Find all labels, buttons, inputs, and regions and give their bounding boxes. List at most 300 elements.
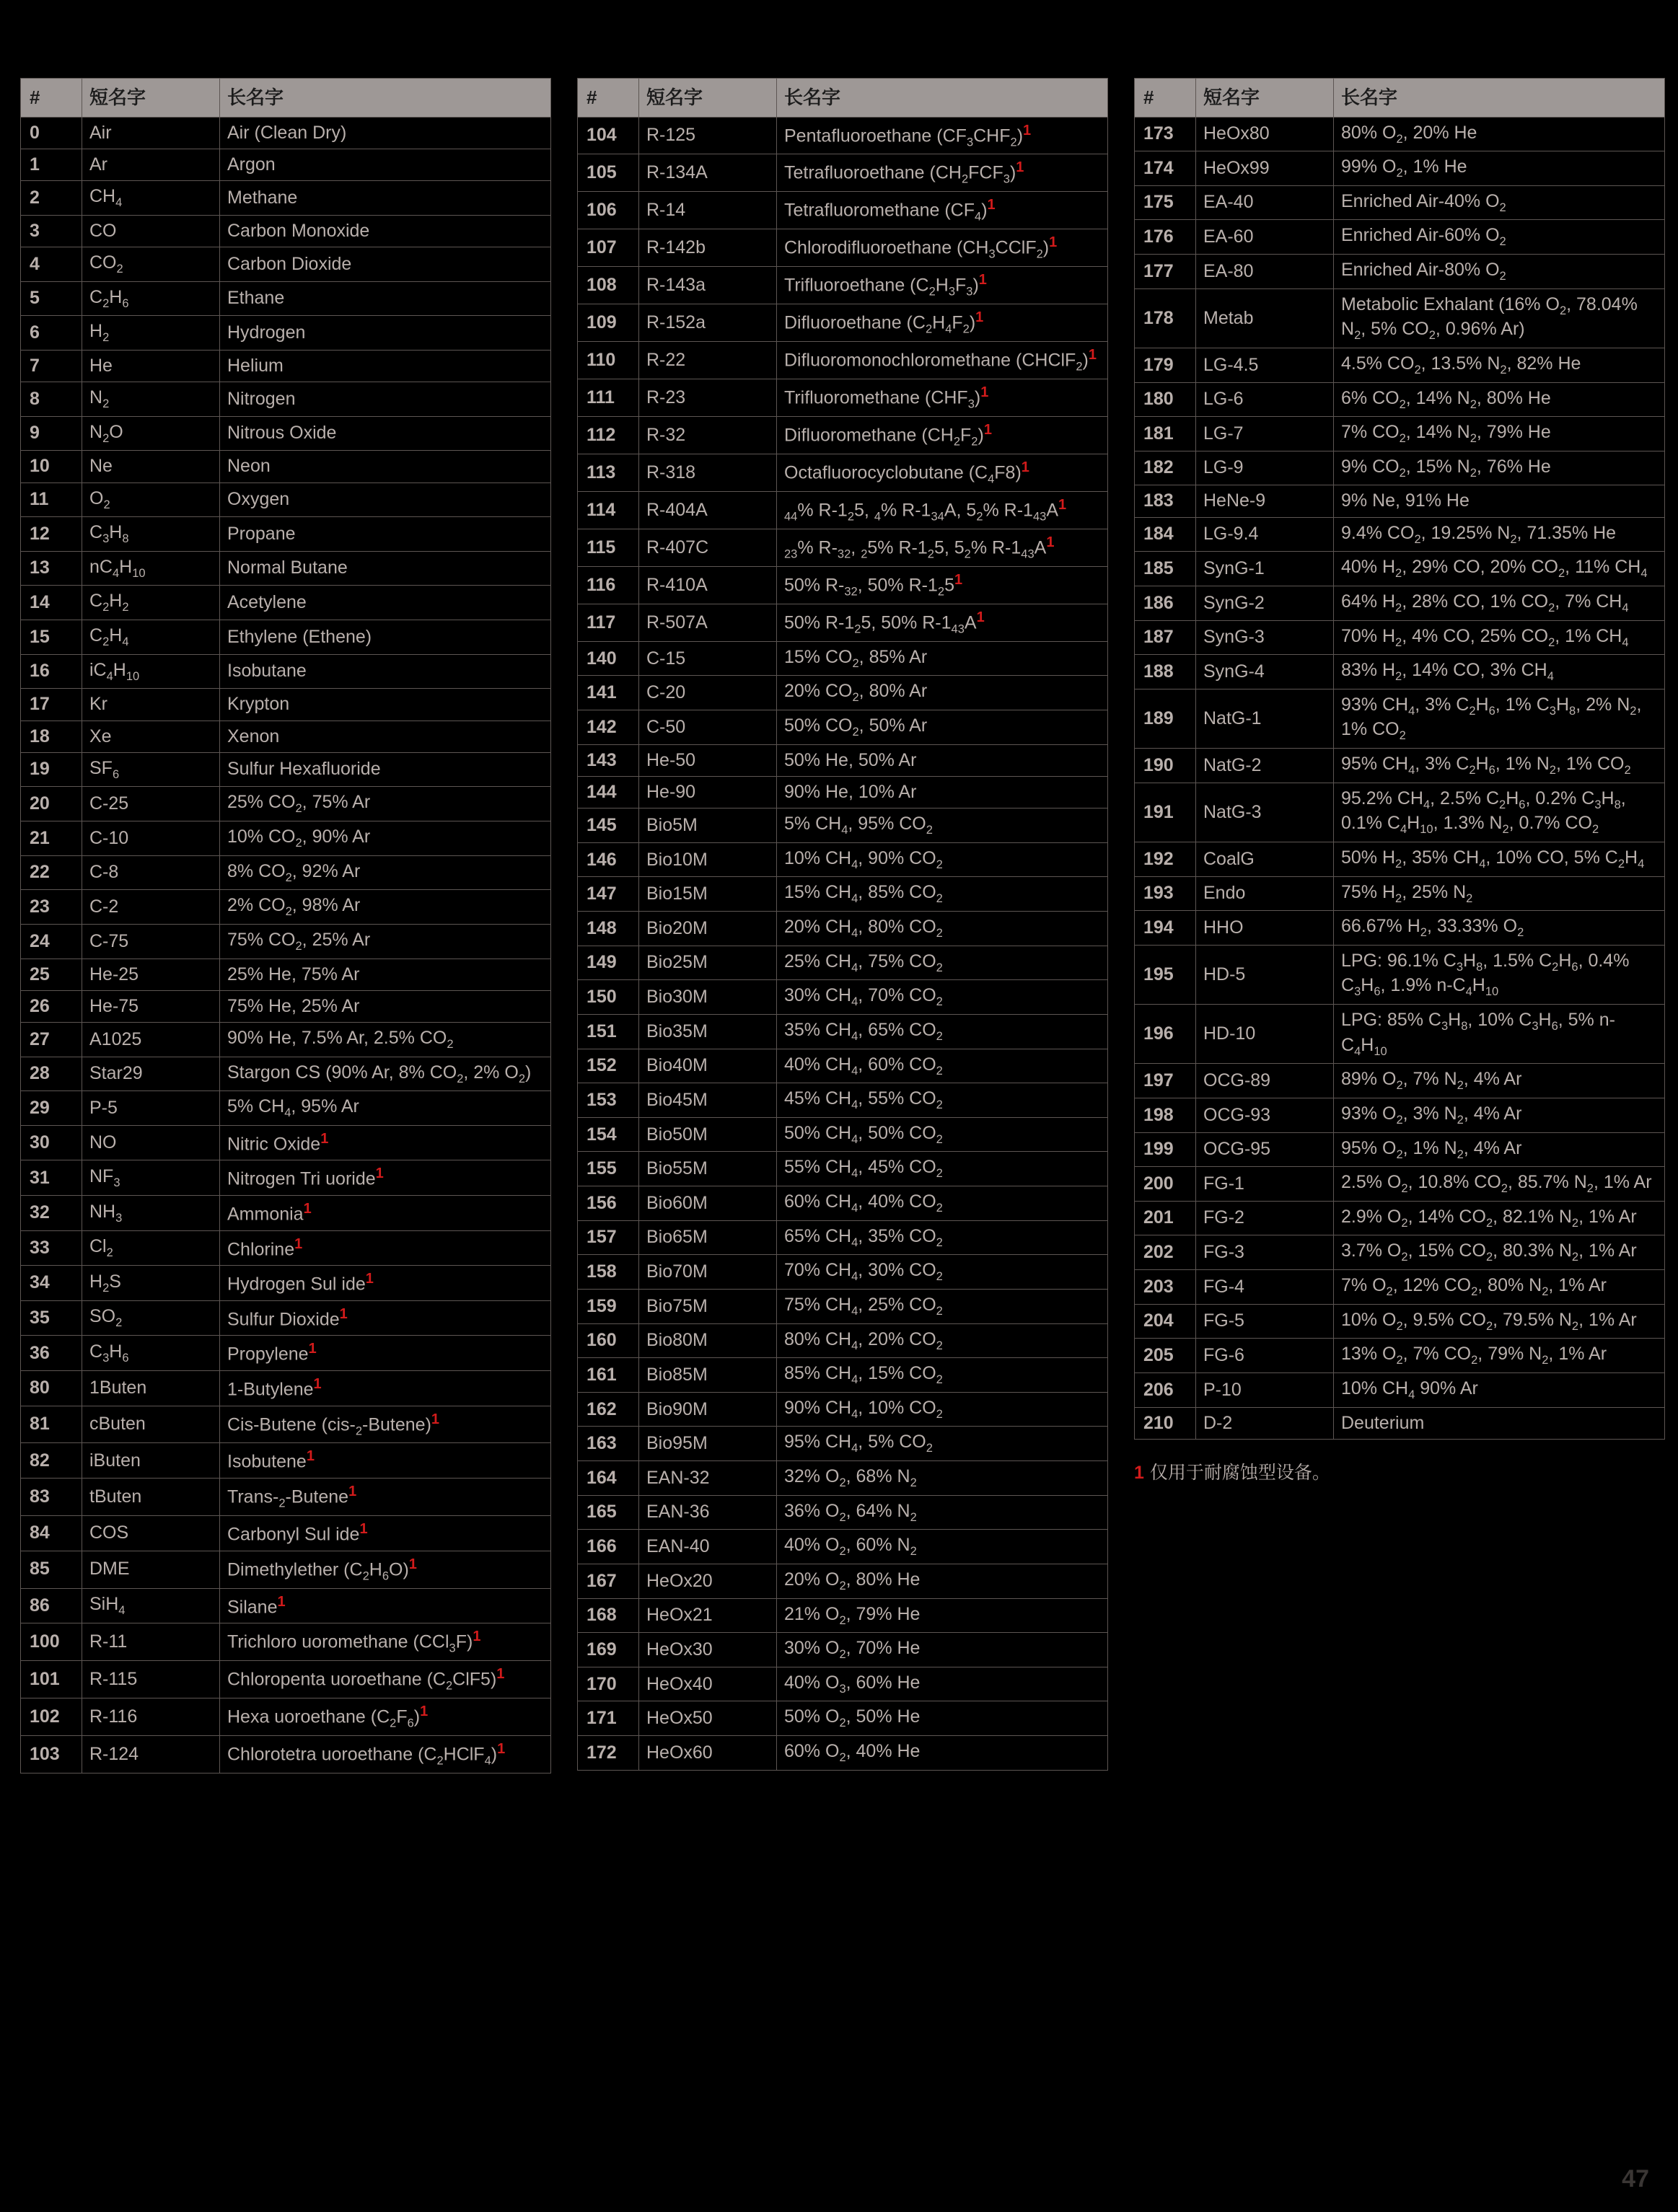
cell-number: 200 <box>1135 1167 1196 1202</box>
table-header-3 <box>1135 79 1665 118</box>
cell-number: 28 <box>21 1057 82 1091</box>
cell-long-name: 15% $CH_4$, 85% $CO_2$ <box>777 877 1108 912</box>
cell-long-name: Ethylene (Ethene) <box>220 620 551 655</box>
cell-long-name: Enriched Air-60% $O_2$ <box>1334 220 1665 255</box>
cell-long-name: Carbon Dioxide <box>220 247 551 281</box>
cell-long-name: Carbonyl Sul ide$^1$ <box>220 1515 551 1551</box>
cell-short-name: R-134A <box>639 154 777 192</box>
cell-short-name: EA-80 <box>1196 255 1334 289</box>
cell-number: 103 <box>21 1735 82 1773</box>
cell-short-name: Ar <box>82 149 220 180</box>
page-number: 47 <box>1622 2165 1649 2193</box>
cell-long-name: $_{23}$% $R-_{32}$, $_2$5% $R-1_25$, $5_2\%$ $R-1_{43}A^1$ <box>777 529 1108 566</box>
cell-short-name: He <box>82 350 220 382</box>
cell-number: 199 <box>1135 1132 1196 1167</box>
table-row <box>21 689 551 721</box>
cell-short-name: C-8 <box>82 855 220 890</box>
cell-short-name: $H_2S$ <box>82 1266 220 1301</box>
table-row <box>1135 689 1665 748</box>
cell-number: 171 <box>578 1701 639 1736</box>
cell-long-name: 10% $CO_2$, 90% Ar <box>220 821 551 856</box>
cell-short-name: EAN-40 <box>639 1530 777 1564</box>
cell-short-name: R-152a <box>639 304 777 342</box>
column-header-number: # <box>1135 79 1196 118</box>
table-row <box>1135 1064 1665 1098</box>
cell-long-name: 10% $CH_4$ 90% Ar <box>1334 1372 1665 1407</box>
cell-short-name: $C_2H_4$ <box>82 620 220 655</box>
cell-short-name: HeOx30 <box>639 1633 777 1667</box>
table-row <box>578 417 1108 454</box>
cell-long-name: Chloropenta uoroethane $(C_2ClF5)^1$ <box>220 1661 551 1698</box>
cell-long-name: 90% $CH_4$, 10% $CO_2$ <box>777 1392 1108 1427</box>
table-row <box>578 1255 1108 1290</box>
table-row <box>21 1336 551 1371</box>
cell-short-name: C-2 <box>82 890 220 925</box>
table-row <box>21 821 551 856</box>
cell-number: 149 <box>578 946 639 980</box>
cell-short-name: NO <box>82 1125 220 1160</box>
footnote-marker: 1 <box>1134 1462 1144 1483</box>
table-row <box>21 281 551 316</box>
cell-long-name: 10% $O_2$, 9.5% $CO_2$, 79.5% $N_2$, 1% Ar <box>1334 1304 1665 1339</box>
cell-short-name: R-125 <box>639 117 777 154</box>
cell-long-name: Difluoroethane $(C_2H_4F_2)^1$ <box>777 304 1108 342</box>
cell-long-name: Silane$^1$ <box>220 1588 551 1623</box>
cell-long-name: Difluoromethane $(CH_2F_2)^1$ <box>777 417 1108 454</box>
cell-number: 196 <box>1135 1005 1196 1064</box>
cell-short-name: LG-9.4 <box>1196 517 1334 552</box>
cell-number: 33 <box>21 1230 82 1266</box>
cell-short-name: EAN-36 <box>639 1495 777 1530</box>
table-row <box>1135 749 1665 783</box>
cell-number: 166 <box>578 1530 639 1564</box>
cell-number: 195 <box>1135 945 1196 1004</box>
cell-number: 146 <box>578 842 639 877</box>
cell-long-name: Chlorodifluoroethane $(CH_3CClF_2)^1$ <box>777 229 1108 267</box>
cell-long-name: Helium <box>220 350 551 382</box>
cell-number: 84 <box>21 1515 82 1551</box>
cell-number: 109 <box>578 304 639 342</box>
cell-short-name: Bio10M <box>639 842 777 877</box>
cell-long-name: 75% $CH_4$, 25% $CO_2$ <box>777 1289 1108 1323</box>
column-header-number: # <box>21 79 82 118</box>
table-row <box>21 350 551 382</box>
cell-short-name: R-507A <box>639 604 777 641</box>
cell-long-name: Krypton <box>220 689 551 721</box>
table-row <box>578 676 1108 710</box>
cell-number: 102 <box>21 1698 82 1736</box>
cell-short-name: $C_3H_6$ <box>82 1336 220 1371</box>
table-row <box>578 1736 1108 1771</box>
cell-long-name: Hydrogen <box>220 316 551 351</box>
table-row <box>21 517 551 552</box>
cell-short-name: R-404A <box>639 492 777 529</box>
table-row <box>21 247 551 281</box>
cell-short-name: Ne <box>82 451 220 483</box>
cell-long-name: 20% $CO_2$, 80% Ar <box>777 676 1108 710</box>
cell-number: 14 <box>21 586 82 620</box>
cell-number: 140 <box>578 641 639 676</box>
cell-short-name: D-2 <box>1196 1407 1334 1439</box>
table-row <box>21 1196 551 1231</box>
cell-number: 182 <box>1135 451 1196 485</box>
cell-number: 101 <box>21 1661 82 1698</box>
table-row <box>578 980 1108 1015</box>
cell-number: 111 <box>578 379 639 417</box>
cell-number: 176 <box>1135 220 1196 255</box>
table-header-row <box>21 79 551 118</box>
cell-long-name: Deuterium <box>1334 1407 1665 1439</box>
cell-short-name: EAN-32 <box>639 1461 777 1496</box>
cell-long-name: 9% Ne, 91% He <box>1334 485 1665 517</box>
cell-long-name: Oxygen <box>220 483 551 517</box>
cell-long-name: Nitrogen <box>220 382 551 417</box>
table-row <box>578 744 1108 776</box>
cell-number: 179 <box>1135 348 1196 382</box>
cell-long-name: 13% $O_2$, 7% $CO_2$, 79% $N_2$, 1% Ar <box>1334 1339 1665 1373</box>
cell-number: 112 <box>578 417 639 454</box>
table-row <box>578 1495 1108 1530</box>
cell-long-name: 25% He, 75% Ar <box>220 959 551 990</box>
table-row <box>1135 842 1665 876</box>
table-row <box>1135 1235 1665 1270</box>
cell-long-name: 30% $O_2$, 70% He <box>777 1633 1108 1667</box>
cell-short-name: OCG-89 <box>1196 1064 1334 1098</box>
cell-short-name: $CH_4$ <box>82 181 220 216</box>
cell-number: 2 <box>21 181 82 216</box>
cell-long-name: 35% $CH_4$, 65% $CO_2$ <box>777 1014 1108 1049</box>
cell-short-name: Bio95M <box>639 1427 777 1461</box>
cell-long-name: LPG: 85% $C_3H_8$, 10% $C_3H_6$, 5% $n-C_4H_{10}$ <box>1334 1005 1665 1064</box>
table-row <box>578 1701 1108 1736</box>
cell-number: 1 <box>21 149 82 180</box>
cell-short-name: iButen <box>82 1443 220 1479</box>
cell-short-name: R-142b <box>639 229 777 267</box>
cell-number: 175 <box>1135 185 1196 220</box>
table-row <box>578 912 1108 946</box>
cell-short-name: R-32 <box>639 417 777 454</box>
cell-short-name: Bio50M <box>639 1117 777 1152</box>
cell-long-name: Sulfur Hexafluoride <box>220 752 551 787</box>
cell-number: 189 <box>1135 689 1196 748</box>
cell-long-name: 95% $O_2$, 1% $N_2$, 4% Ar <box>1334 1132 1665 1167</box>
cell-number: 117 <box>578 604 639 641</box>
cell-number: 16 <box>21 654 82 689</box>
cell-short-name: Endo <box>1196 876 1334 911</box>
cell-long-name: 25% $CO_2$, 75% Ar <box>220 787 551 821</box>
cell-short-name: 1Buten <box>82 1370 220 1406</box>
cell-long-name: 50% $H_2$, 35% $CH_4$, 10% CO, 5% $C_2H_4$ <box>1334 842 1665 876</box>
table-row <box>21 149 551 180</box>
cell-number: 13 <box>21 551 82 586</box>
table-row <box>578 1186 1108 1221</box>
cell-long-name: Sulfur Dioxide$^1$ <box>220 1300 551 1336</box>
table-row <box>1135 945 1665 1004</box>
cell-long-name: 95.2% $CH_4$, 2.5% $C_2H_6$, 0.2% $C_3H_8$, 0.1% $C_4H_{10}$, 1.3% $N_2$, 0.7% $CO_2$ <box>1334 783 1665 842</box>
cell-long-name: 1-Butylene$^1$ <box>220 1370 551 1406</box>
table-row <box>21 1661 551 1698</box>
table-row <box>1135 876 1665 911</box>
table-row <box>578 877 1108 912</box>
column-header-long-name: 长名字 <box>220 79 551 118</box>
table-row <box>1135 255 1665 289</box>
table-row <box>578 1427 1108 1461</box>
table-row <box>21 117 551 149</box>
cell-number: 83 <box>21 1479 82 1516</box>
cell-short-name: C-20 <box>639 676 777 710</box>
table-row <box>578 304 1108 342</box>
table-row <box>21 752 551 787</box>
cell-long-name: Pentafluoroethane $(CF_3CHF_2)^1$ <box>777 117 1108 154</box>
cell-short-name: CoalG <box>1196 842 1334 876</box>
table-row <box>578 529 1108 566</box>
cell-number: 164 <box>578 1461 639 1496</box>
cell-number: 9 <box>21 416 82 451</box>
table-row <box>21 1125 551 1160</box>
cell-short-name: DME <box>82 1551 220 1588</box>
cell-number: 27 <box>21 1023 82 1057</box>
cell-number: 21 <box>21 821 82 856</box>
cell-number: 174 <box>1135 151 1196 186</box>
cell-number: 154 <box>578 1117 639 1152</box>
cell-short-name: Star29 <box>82 1057 220 1091</box>
cell-number: 191 <box>1135 783 1196 842</box>
cell-short-name: R-115 <box>82 1661 220 1698</box>
cell-short-name: R-410A <box>639 566 777 604</box>
cell-long-name: Hydrogen Sul ide$^1$ <box>220 1266 551 1301</box>
cell-long-name: Air (Clean Dry) <box>220 117 551 149</box>
table-row <box>1135 151 1665 186</box>
table-row <box>578 604 1108 641</box>
cell-short-name: Bio5M <box>639 808 777 843</box>
table-row <box>578 1392 1108 1427</box>
table-row <box>1135 1098 1665 1132</box>
table-row <box>21 551 551 586</box>
cell-number: 7 <box>21 350 82 382</box>
table-row <box>578 776 1108 808</box>
cell-short-name: HD-5 <box>1196 945 1334 1004</box>
cell-long-name: Trans-$_2-Butene^1$ <box>220 1479 551 1516</box>
cell-short-name: C-15 <box>639 641 777 676</box>
gas-table-1 <box>20 78 551 1773</box>
cell-short-name: HeOx21 <box>639 1598 777 1633</box>
cell-short-name: SiH$_4$ <box>82 1588 220 1623</box>
cell-long-name: Chlorine$^1$ <box>220 1230 551 1266</box>
cell-number: 20 <box>21 787 82 821</box>
footnote-text: 仅用于耐腐蚀型设备。 <box>1149 1462 1330 1483</box>
cell-short-name: EA-60 <box>1196 220 1334 255</box>
table-row <box>1135 1270 1665 1305</box>
cell-short-name: Kr <box>82 689 220 721</box>
table-row <box>1135 517 1665 552</box>
table-row <box>578 267 1108 304</box>
cell-long-name: 75% $CO_2$, 25% Ar <box>220 924 551 959</box>
cell-short-name: cButen <box>82 1406 220 1443</box>
cell-number: 167 <box>578 1564 639 1598</box>
table-row <box>21 1091 551 1126</box>
cell-long-name: 2.9% $O_2$, 14% $CO_2$, 82.1% $N_2$, 1% Ar <box>1334 1201 1665 1235</box>
table-row <box>21 316 551 351</box>
cell-number: 3 <box>21 215 82 247</box>
cell-number: 114 <box>578 492 639 529</box>
cell-long-name: 99% $O_2$, 1% He <box>1334 151 1665 186</box>
cell-long-name: Stargon CS (90% Ar, 8% $CO_2$, 2% $O_2$) <box>220 1057 551 1091</box>
cell-long-name: 70% $CH_4$, 30% $CO_2$ <box>777 1255 1108 1290</box>
cell-short-name: EA-40 <box>1196 185 1334 220</box>
cell-number: 168 <box>578 1598 639 1633</box>
cell-number: 148 <box>578 912 639 946</box>
table-row <box>21 1479 551 1516</box>
cell-number: 187 <box>1135 620 1196 655</box>
table-row <box>21 382 551 417</box>
table-row <box>1135 620 1665 655</box>
cell-long-name: Cis-Butene $(cis-_2-Butene)^1$ <box>220 1406 551 1443</box>
cell-long-name: 83% $H_2$, 14% CO, 3% $CH_4$ <box>1334 655 1665 689</box>
cell-long-name: Propane <box>220 517 551 552</box>
column-header-long-name: 长名字 <box>777 79 1108 118</box>
table-column-2 <box>577 78 1108 1773</box>
cell-long-name: 66.67% $H_2$, 33.33% $O_2$ <box>1334 911 1665 946</box>
cell-number: 104 <box>578 117 639 154</box>
cell-short-name: NatG-3 <box>1196 783 1334 842</box>
table-row <box>1135 1167 1665 1202</box>
cell-number: 0 <box>21 117 82 149</box>
cell-long-name: 32% $O_2$, 68% $N_2$ <box>777 1461 1108 1496</box>
cell-long-name: Neon <box>220 451 551 483</box>
cell-number: 202 <box>1135 1235 1196 1270</box>
cell-short-name: HD-10 <box>1196 1005 1334 1064</box>
cell-long-name: 40% $O_3$, 60% He <box>777 1667 1108 1701</box>
table-row <box>578 492 1108 529</box>
cell-short-name: SynG-1 <box>1196 552 1334 586</box>
footnote <box>1134 1458 1665 1484</box>
table-row <box>578 1014 1108 1049</box>
cell-number: 10 <box>21 451 82 483</box>
cell-long-name: 20% $CH_4$, 80% $CO_2$ <box>777 912 1108 946</box>
table-row <box>1135 1372 1665 1407</box>
cell-short-name: $CO_2$ <box>82 247 220 281</box>
cell-long-name: 75% He, 25% Ar <box>220 990 551 1022</box>
cell-long-name: 45% $CH_4$, 55% $CO_2$ <box>777 1083 1108 1118</box>
table-row <box>21 1443 551 1479</box>
table-row <box>1135 655 1665 689</box>
cell-number: 86 <box>21 1588 82 1623</box>
cell-short-name: $SF_6$ <box>82 752 220 787</box>
table-body-1 <box>21 117 551 1773</box>
cell-long-name: 89% $O_2$, 7% $N_2$, 4% Ar <box>1334 1064 1665 1098</box>
table-row <box>578 641 1108 676</box>
gas-table-columns <box>20 78 1665 1773</box>
table-row <box>578 1667 1108 1701</box>
cell-short-name: HeOx60 <box>639 1736 777 1771</box>
cell-long-name: 40% $CH_4$, 60% $CO_2$ <box>777 1049 1108 1083</box>
cell-short-name: CO <box>82 215 220 247</box>
cell-number: 25 <box>21 959 82 990</box>
cell-short-name: Bio65M <box>639 1220 777 1255</box>
table-row <box>578 1152 1108 1186</box>
table-row <box>1135 552 1665 586</box>
cell-long-name: 2.5% $O_2$, 10.8% $CO_2$, 85.7% $N_2$, 1% Ar <box>1334 1167 1665 1202</box>
cell-number: 177 <box>1135 255 1196 289</box>
cell-short-name: $NH_3$ <box>82 1196 220 1231</box>
cell-long-name: 7% $O_2$, 12% $CO_2$, 80% $N_2$, 1% Ar <box>1334 1270 1665 1305</box>
cell-short-name: $C_3H_8$ <box>82 517 220 552</box>
table-row <box>578 1049 1108 1083</box>
cell-number: 169 <box>578 1633 639 1667</box>
table-row <box>578 1323 1108 1358</box>
cell-short-name: Bio20M <box>639 912 777 946</box>
table-row <box>21 1370 551 1406</box>
table-row <box>578 566 1108 604</box>
cell-long-name: Methane <box>220 181 551 216</box>
column-header-long-name: 长名字 <box>1334 79 1665 118</box>
cell-short-name: SynG-2 <box>1196 586 1334 620</box>
table-row <box>1135 288 1665 348</box>
cell-number: 192 <box>1135 842 1196 876</box>
cell-long-name: LPG: 96.1% $C_3H_8$, 1.5% $C_2H_6$, 0.4% $C_3H_6$, 1.9% $n-C_4H_{10}$ <box>1334 945 1665 1004</box>
table-body-3 <box>1135 117 1665 1439</box>
cell-short-name: SynG-4 <box>1196 655 1334 689</box>
cell-short-name: FG-5 <box>1196 1304 1334 1339</box>
cell-short-name: $H_2$ <box>82 316 220 351</box>
cell-long-name: 50% $R-1_25$, 50% $R-1_{43}A^1$ <box>777 604 1108 641</box>
cell-number: 106 <box>578 192 639 229</box>
cell-number: 155 <box>578 1152 639 1186</box>
cell-number: 105 <box>578 154 639 192</box>
table-row <box>21 1230 551 1266</box>
cell-short-name: C-50 <box>639 710 777 745</box>
table-row <box>1135 1005 1665 1064</box>
cell-number: 161 <box>578 1358 639 1393</box>
table-row <box>578 454 1108 492</box>
table-row <box>1135 117 1665 151</box>
cell-long-name: 93% $O_2$, 3% $N_2$, 4% Ar <box>1334 1098 1665 1132</box>
cell-long-name: 6% $CO_2$, 14% $N_2$, 80% He <box>1334 382 1665 417</box>
cell-short-name: $SO_2$ <box>82 1300 220 1336</box>
cell-number: 107 <box>578 229 639 267</box>
cell-number: 156 <box>578 1186 639 1221</box>
cell-short-name: LG-4.5 <box>1196 348 1334 382</box>
gas-table-3 <box>1134 78 1665 1440</box>
cell-long-name: 7% $CO_2$, 14% $N_2$, 79% He <box>1334 417 1665 451</box>
cell-long-name: 2% $CO_2$, 98% Ar <box>220 890 551 925</box>
table-row <box>21 890 551 925</box>
table-row <box>1135 586 1665 620</box>
cell-number: 26 <box>21 990 82 1022</box>
table-header-2 <box>578 79 1108 118</box>
cell-number: 100 <box>21 1623 82 1661</box>
table-body-2 <box>578 117 1108 1770</box>
cell-long-name: Acetylene <box>220 586 551 620</box>
cell-short-name: Bio55M <box>639 1152 777 1186</box>
cell-long-name: Metabolic Exhalant (16% $O_2$, 78.04% $N_2$, 5% $CO_2$, 0.96% Ar) <box>1334 288 1665 348</box>
cell-short-name: $NF_3$ <box>82 1160 220 1196</box>
cell-long-name: 3.7% $O_2$, 15% $CO_2$, 80.3% $N_2$, 1% Ar <box>1334 1235 1665 1270</box>
cell-short-name: Bio35M <box>639 1014 777 1049</box>
cell-long-name: 95% $CH_4$, 5% $CO_2$ <box>777 1427 1108 1461</box>
cell-number: 165 <box>578 1495 639 1530</box>
table-row <box>1135 1132 1665 1167</box>
cell-number: 193 <box>1135 876 1196 911</box>
table-row <box>21 483 551 517</box>
cell-short-name: $C_2H_6$ <box>82 281 220 316</box>
cell-short-name: He-75 <box>82 990 220 1022</box>
cell-short-name: $iC_4H_{10}$ <box>82 654 220 689</box>
cell-short-name: OCG-95 <box>1196 1132 1334 1167</box>
cell-long-name: 90% He, 7.5% Ar, 2.5% $CO_2$ <box>220 1023 551 1057</box>
cell-number: 34 <box>21 1266 82 1301</box>
cell-short-name: Xe <box>82 721 220 752</box>
